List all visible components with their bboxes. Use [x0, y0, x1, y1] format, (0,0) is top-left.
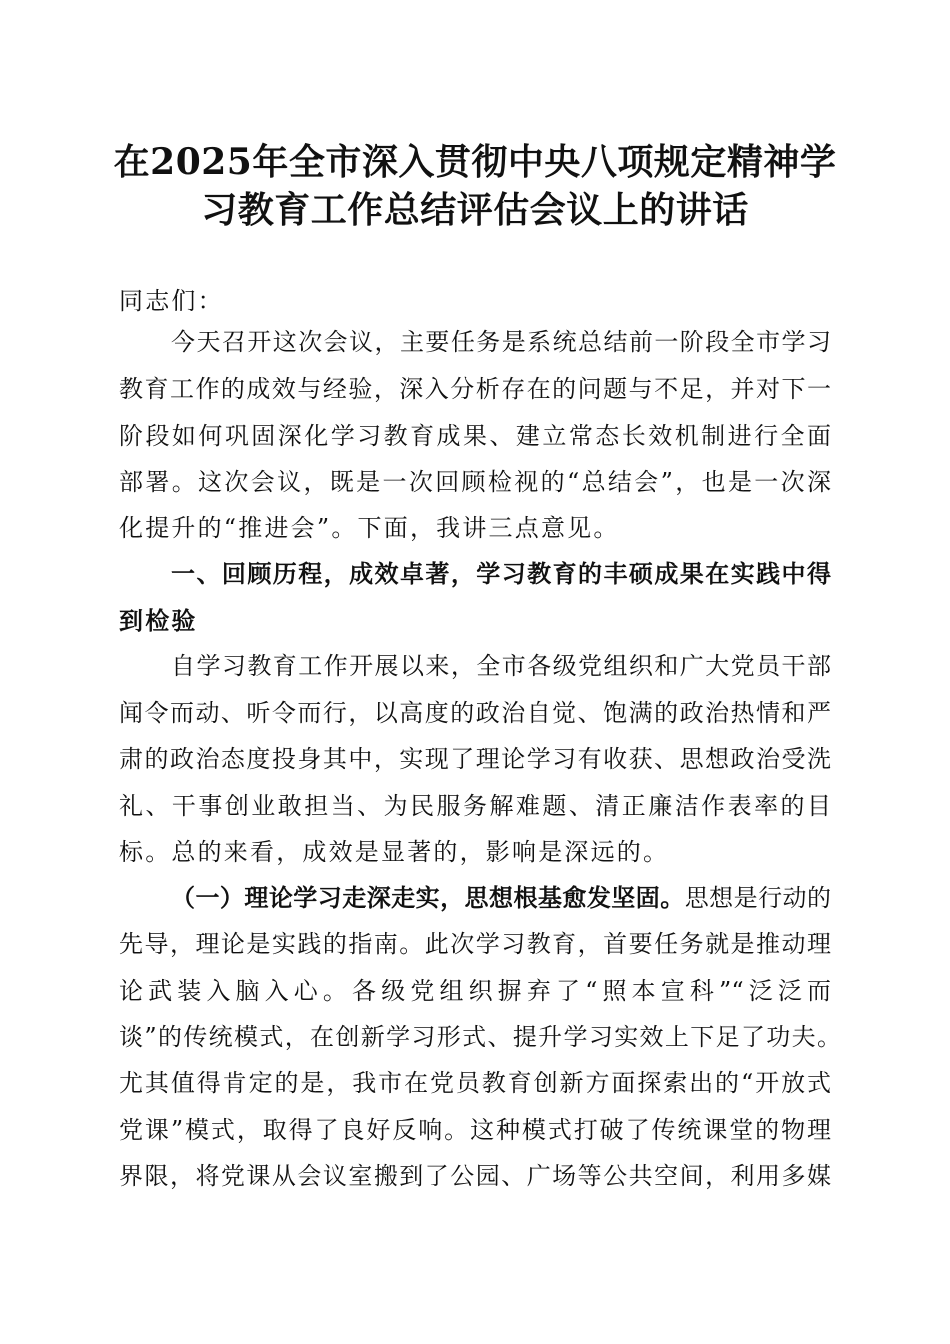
subsection-1-line-4: 谈”的传统模式，在创新学习形式、提升学习实效上下足了功夫。 — [119, 1023, 841, 1051]
subsection-1-first-line — [171, 882, 831, 914]
subsection-1-heading: （一）理论学习走深走实，思想根基愈发坚固。 — [171, 883, 685, 912]
subsection-1-line-3: 论武装入脑入心。各级党组织摒弃了“照本宣科”“泛泛而 — [119, 977, 831, 1005]
body1-line-5: 标。总的来看，成效是显著的，影响是深远的。 — [119, 838, 670, 866]
subsection-1-first-line-rest: 思想是行动的 — [684, 884, 832, 912]
body1-line-3: 肃的政治态度投身其中，实现了理论学习有收获、思想政治受洗 — [119, 745, 831, 773]
subsection-1-line-7: 界限，将党课从会议室搬到了公园、广场等公共空间，利用多媒 — [119, 1162, 831, 1190]
salutation: 同志们： — [119, 287, 224, 315]
document-title-line-1: 在2025年全市深入贯彻中央八项规定精神学 — [113, 141, 837, 183]
subsection-1-line-5: 尤其值得肯定的是，我市在党员教育创新方面探索出的“开放式 — [119, 1069, 831, 1097]
section-heading-1-line-1: 一、回顾历程，成效卓著，学习教育的丰硕成果在实践中得 — [171, 560, 831, 588]
intro-line-3: 阶段如何巩固深化学习教育成果、建立常态长效机制进行全面 — [119, 422, 831, 450]
section-heading-1-line-2: 到检验 — [119, 607, 198, 635]
body1-line-2: 闻令而动、听令而行，以高度的政治自觉、饱满的政治热情和严 — [119, 699, 831, 727]
body1-line-1: 自学习教育工作开展以来，全市各级党组织和广大党员干部 — [171, 652, 831, 680]
body1-line-4: 礼、干事创业敢担当、为民服务解难题、清正廉洁作表率的目 — [119, 792, 831, 820]
subsection-1-line-6: 党课”模式，取得了良好反响。这种模式打破了传统课堂的物理 — [119, 1116, 831, 1144]
intro-line-5: 化提升的“推进会”。下面，我讲三点意见。 — [119, 514, 620, 542]
document-title-line-2: 习教育工作总结评估会议上的讲话 — [201, 189, 749, 231]
intro-line-4: 部署。这次会议，既是一次回顾检视的“总结会”，也是一次深 — [119, 468, 831, 496]
subsection-1-line-2: 先导，理论是实践的指南。此次学习教育，首要任务就是推动理 — [119, 930, 831, 958]
intro-line-2: 教育工作的成效与经验，深入分析存在的问题与不足，并对下一 — [119, 375, 831, 403]
intro-line-1: 今天召开这次会议，主要任务是系统总结前一阶段全市学习 — [171, 328, 831, 356]
